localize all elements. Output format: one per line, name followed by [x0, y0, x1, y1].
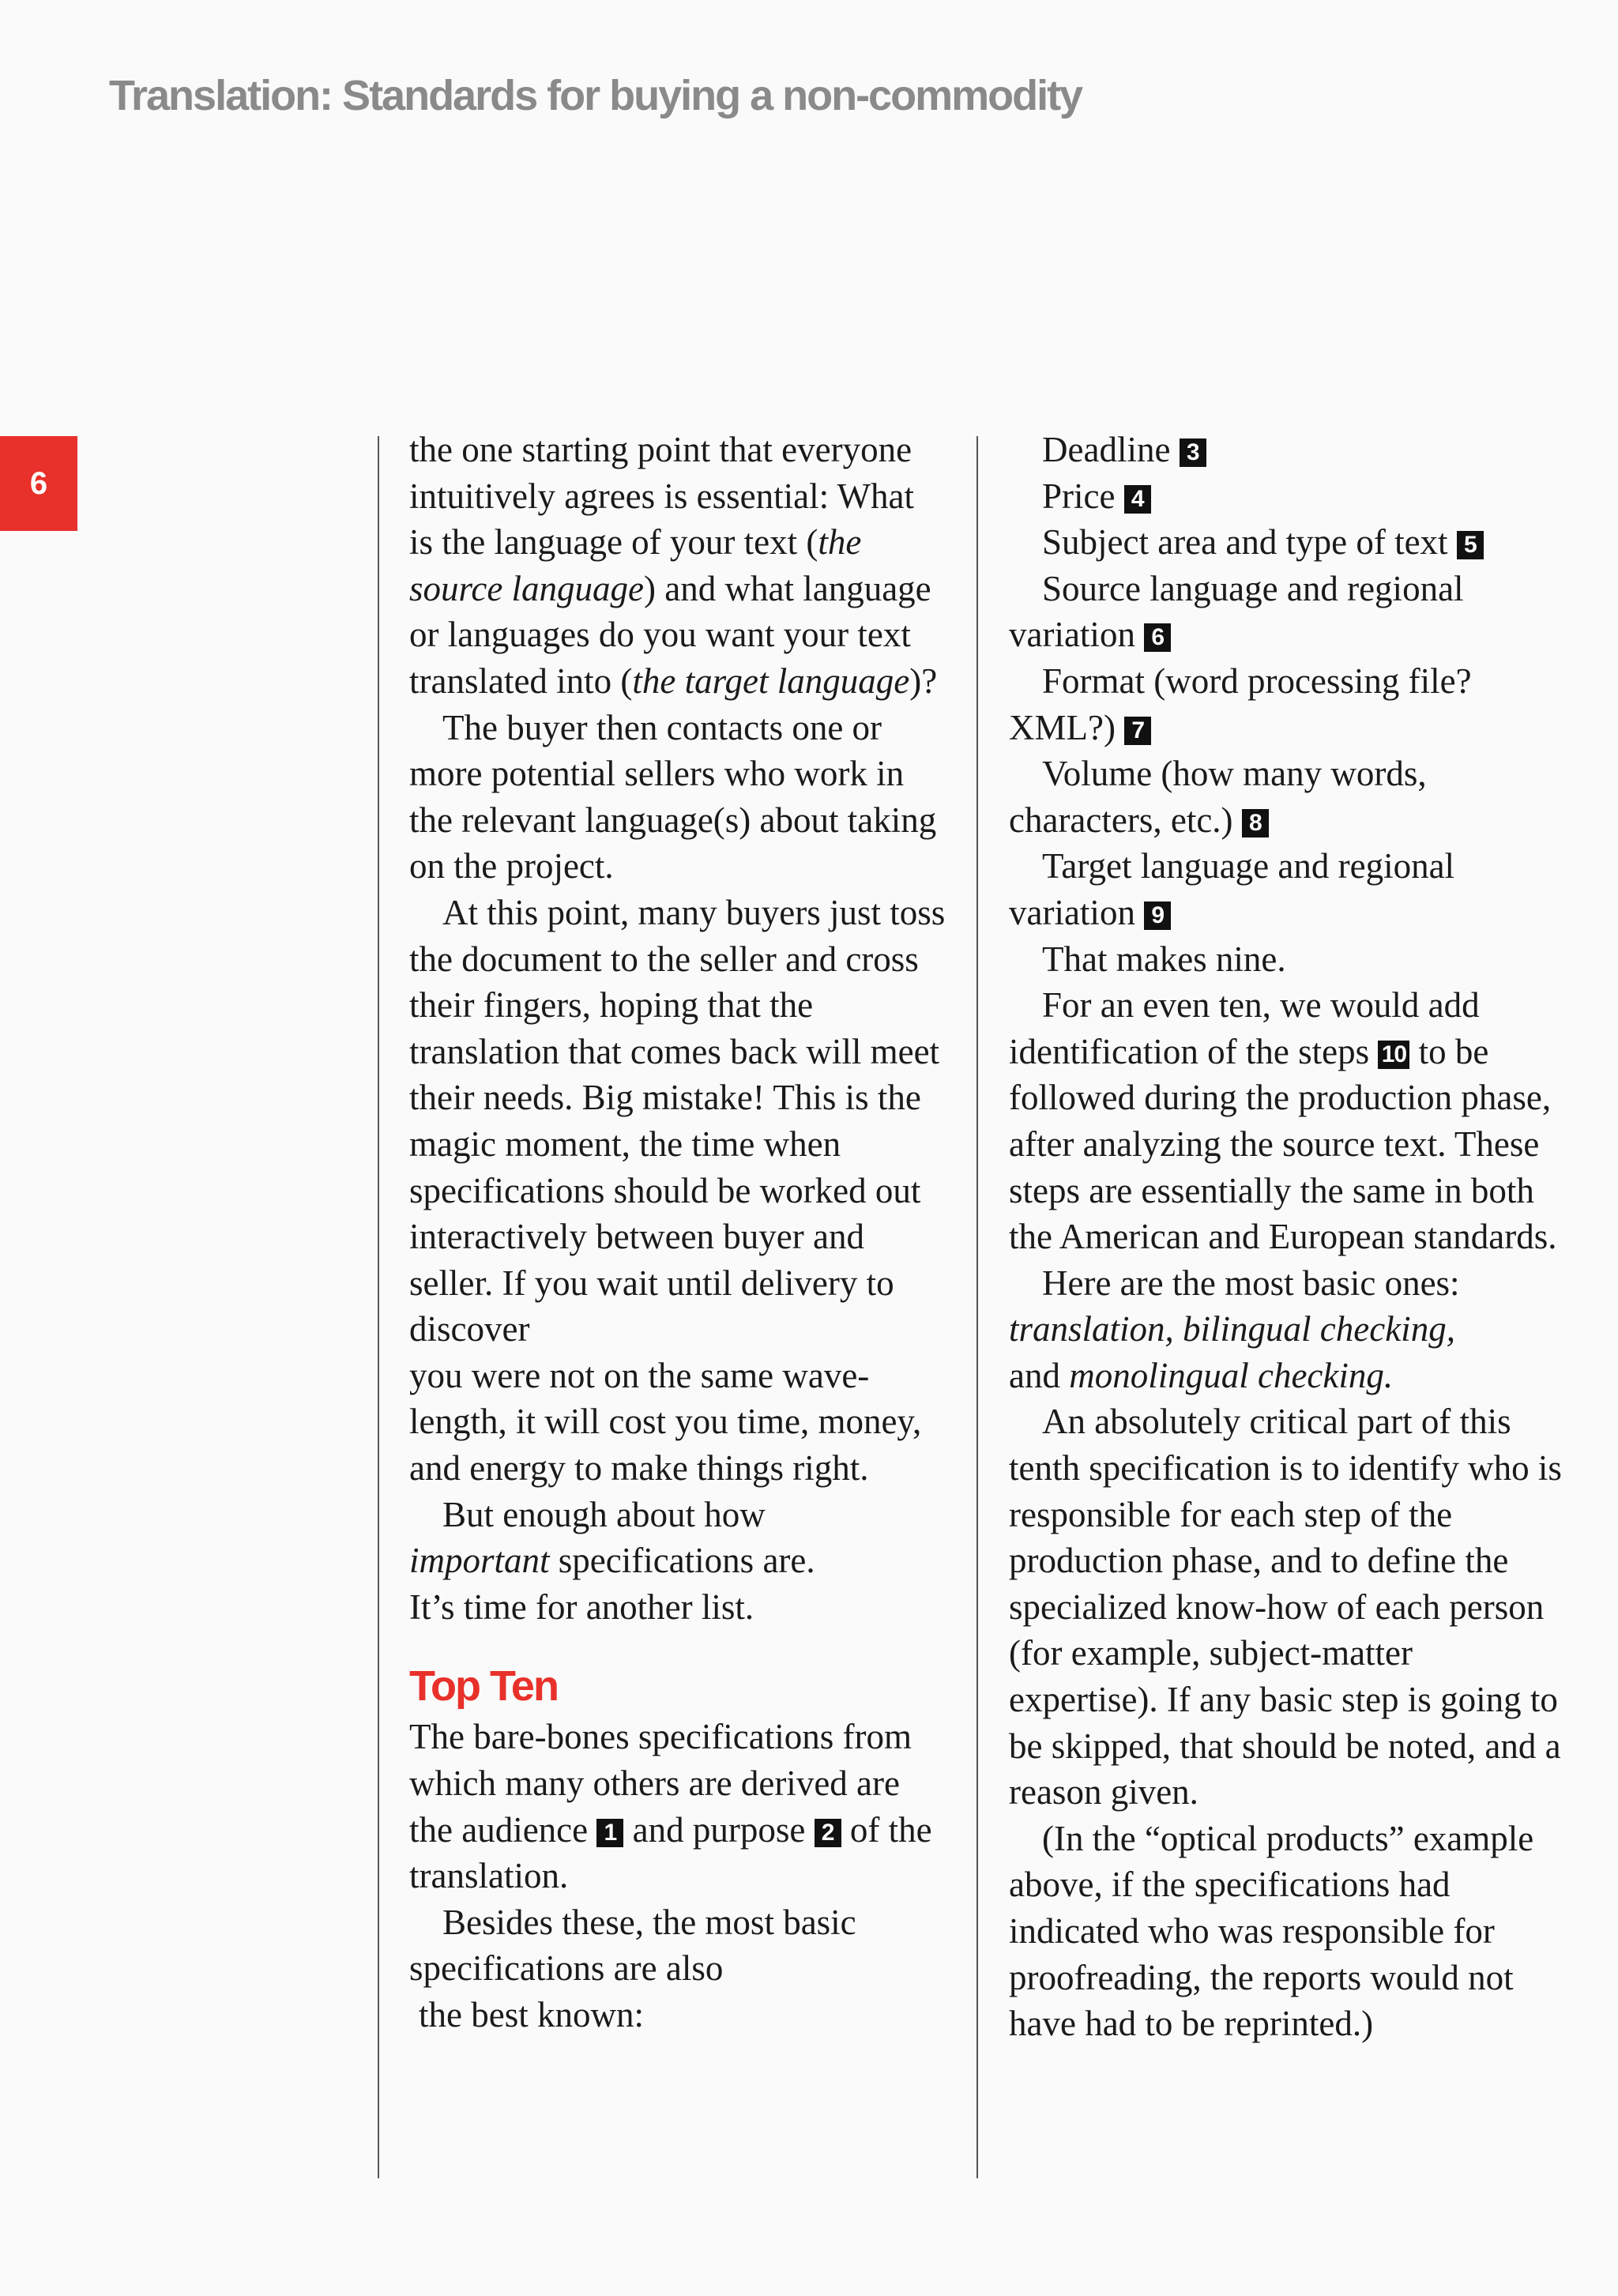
- paragraph-magic-moment: At this point, many buyers just toss the document to the seller and cross their fingers, hoping that the translation that comes back will meet their needs. Big mistake! This is the magic moment, the time when specifications should be worked out interactively between buyer and seller. If you wait until delivery to discover: [409, 892, 946, 1349]
- italic-run: monolingual checking.: [1069, 1355, 1394, 1395]
- paragraph-optical-example: (In the “optical products” example above, if the specifications had indicated who was responsible for proofreading, the reports would not have had to be reprinted.): [1009, 1818, 1534, 2044]
- list-item-volume: [1009, 751, 1562, 843]
- section-heading-top-ten: Top Ten: [409, 1662, 558, 1711]
- list-item-subject-area: [1009, 519, 1562, 566]
- badge-number-1: 1: [596, 1819, 623, 1847]
- text-run: But enough about how: [442, 1494, 766, 1534]
- paragraph-bare-bones: [409, 1714, 946, 1899]
- italic-run: important: [409, 1541, 550, 1581]
- text-run: For an even ten, we would add identification of the steps: [1009, 985, 1480, 1071]
- paragraph-besides: Besides these, the most basic specifications are also: [409, 1902, 856, 1989]
- text-run: Format (word processing file? XML?): [1009, 661, 1472, 747]
- right-column-rule: [976, 436, 978, 2178]
- badge-number-3: 3: [1180, 438, 1206, 467]
- badge-number-2: 2: [815, 1819, 841, 1847]
- badge-number-4: 4: [1124, 485, 1151, 514]
- badge-number-10: 10: [1378, 1041, 1409, 1069]
- text-run: Price: [1042, 476, 1124, 516]
- page-number-tab: [0, 436, 77, 531]
- badge-number-8: 8: [1242, 809, 1269, 837]
- italic-run: the target language: [632, 661, 910, 701]
- text-run: Target language and regional variation: [1009, 846, 1455, 932]
- text-run: )?: [909, 661, 938, 701]
- text-run: It’s time for another list.: [409, 1586, 754, 1627]
- paragraph-enough: [409, 1492, 946, 1631]
- page-number: 6: [29, 465, 48, 501]
- list-item-price: [1009, 473, 1562, 520]
- badge-number-9: 9: [1144, 901, 1171, 930]
- paragraph-magic-moment-cont: you were not on the same wave-length, it will cost you time, money, and energy to make things right.: [409, 1355, 922, 1489]
- text-run: Subject area and type of text: [1042, 522, 1457, 563]
- text-run: to be followed during the production phase, after analyzing the source text. These steps are essentially the same in both the American and European standards.: [1009, 1031, 1557, 1257]
- badge-number-6: 6: [1144, 623, 1171, 652]
- list-item-format: [1009, 658, 1562, 751]
- text-run: of the translation.: [409, 1809, 932, 1896]
- text-run: and: [1009, 1355, 1070, 1395]
- paragraph-best-known: the best known:: [419, 1995, 644, 2034]
- text-run: The bare-bones specifications from which many others are derived are the audience: [409, 1717, 912, 1850]
- paragraph-source-target: [409, 427, 946, 705]
- text-run: the one starting point that everyone intuitively agrees is essential: What is the language of your text (: [409, 430, 915, 563]
- text-run: Deadline: [1042, 430, 1180, 469]
- text-run: Volume (how many words, characters, etc.): [1009, 754, 1427, 840]
- list-item-source-language: [1009, 566, 1562, 658]
- paragraph-buyer-contacts: The buyer then contacts one or more potential sellers who work in the relevant language(s) about taking on the project.: [409, 707, 937, 886]
- paragraph-basic-ones: [1009, 1260, 1562, 1399]
- italic-run: translation, bilingual checking,: [1009, 1309, 1455, 1349]
- text-run: ) and what language or languages do you want your text translated into (: [409, 568, 931, 701]
- list-item-deadline: [1009, 427, 1562, 473]
- paragraph-even-ten: [1009, 982, 1562, 1260]
- text-run: and purpose: [623, 1809, 815, 1850]
- badge-number-5: 5: [1457, 531, 1484, 559]
- right-column: [1009, 427, 1562, 2047]
- list-item-target-language: [1009, 843, 1562, 935]
- left-column-rule: [378, 436, 379, 2178]
- text-run: Here are the most basic ones:: [1042, 1263, 1460, 1303]
- badge-number-7: 7: [1124, 717, 1151, 745]
- paragraph-makes-nine: That makes nine.: [1042, 939, 1286, 979]
- italic-run: the source language: [409, 522, 862, 608]
- running-head-title: Translation: Standards for buying a non-commodity: [109, 72, 1082, 119]
- text-run: specifications are.: [549, 1541, 815, 1581]
- left-column: [409, 427, 946, 2038]
- paragraph-critical-part: An absolutely critical part of this tenth specification is to identify who is responsible for each step of the production phase, and to define the specialized know-how of each person (for example, subject-matter expertise). If any basic step is going to be skipped, that should be noted, and a reason given.: [1009, 1402, 1562, 1812]
- text-run: Source language and regional variation: [1009, 568, 1464, 655]
